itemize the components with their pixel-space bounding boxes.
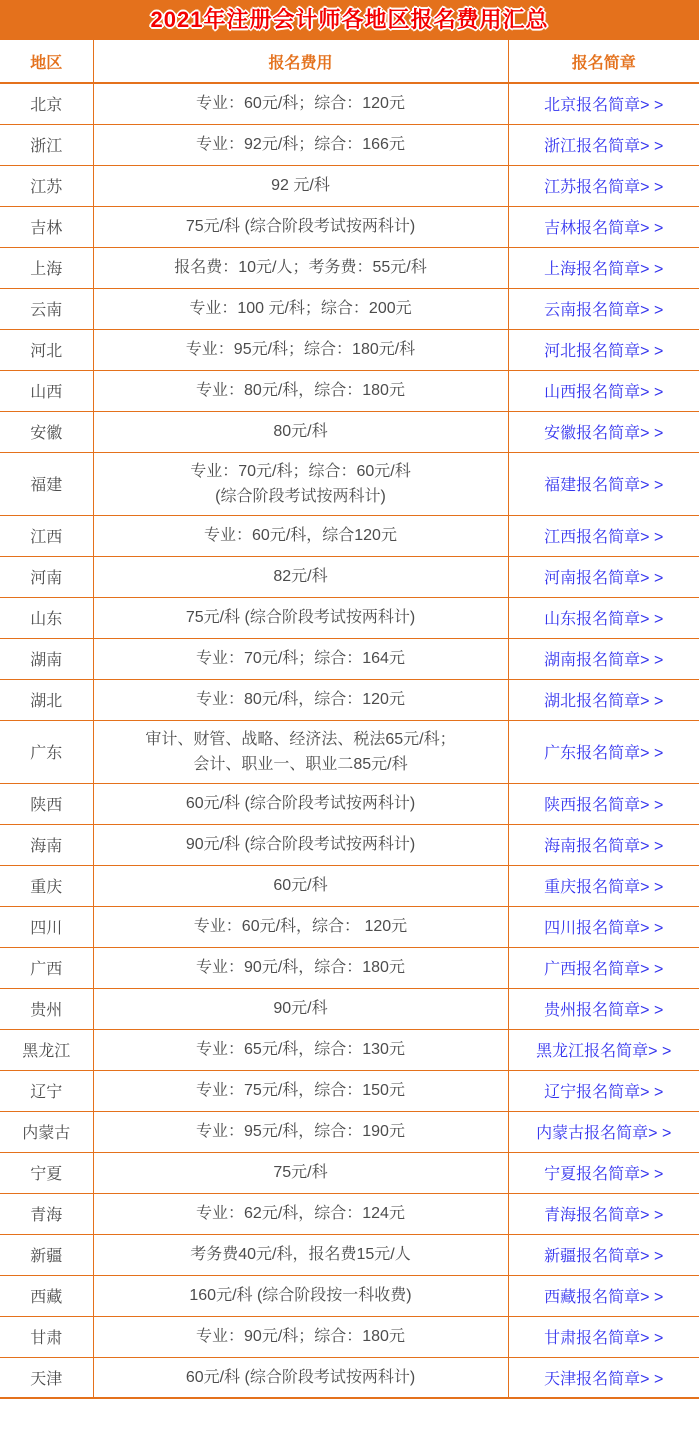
fee-cell (93, 288, 508, 329)
fee-cell (93, 1070, 508, 1111)
region-cell: 四川 (0, 906, 93, 947)
guide-link[interactable]: 吉林报名简章> > (544, 220, 664, 237)
table-row (0, 1275, 699, 1316)
table-row (0, 247, 699, 288)
fee-line: 专业：100 元/科；综合：200元 (189, 300, 412, 317)
fee-cell (93, 947, 508, 988)
region-cell: 吉林 (0, 206, 93, 247)
fee-cell (93, 679, 508, 720)
guide-link[interactable]: 重庆报名简章> > (544, 879, 664, 896)
guide-link[interactable]: 海南报名简章> > (544, 838, 664, 855)
fee-line: 160元/科 (综合阶段按一科收费) (189, 1287, 412, 1304)
table-row (0, 1111, 699, 1152)
guide-link-cell (508, 865, 699, 906)
region-cell: 山东 (0, 597, 93, 638)
fee-line: 90元/科 (综合阶段考试按两科计) (185, 836, 416, 853)
guide-link-cell (508, 824, 699, 865)
table-row (0, 1316, 699, 1357)
fee-line: 专业：65元/科，综合：130元 (196, 1041, 405, 1058)
header-row (0, 40, 699, 83)
table-row (0, 452, 699, 515)
fee-line: 专业：90元/科；综合：180元 (196, 1328, 405, 1345)
guide-link-cell (508, 515, 699, 556)
table-row (0, 1357, 699, 1398)
guide-link[interactable]: 广西报名简章> > (544, 961, 664, 978)
region-cell: 江苏 (0, 165, 93, 206)
region-cell: 海南 (0, 824, 93, 865)
fee-cell (93, 452, 508, 515)
guide-link[interactable]: 甘肃报名简章> > (544, 1330, 664, 1347)
guide-link[interactable]: 四川报名简章> > (544, 920, 664, 937)
guide-link-cell (508, 1357, 699, 1398)
fee-cell (93, 1193, 508, 1234)
region-cell: 陕西 (0, 783, 93, 824)
guide-link-cell (508, 124, 699, 165)
guide-link[interactable]: 山西报名简章> > (544, 384, 664, 401)
fee-cell (93, 865, 508, 906)
fee-line: 专业：70元/科；综合：60元/科 (190, 462, 411, 480)
fee-cell (93, 1029, 508, 1070)
fee-cell (93, 1357, 508, 1398)
fee-cell (93, 247, 508, 288)
fee-cell (93, 556, 508, 597)
fee-cell (93, 83, 508, 124)
table-row (0, 83, 699, 124)
guide-link[interactable]: 福建报名简章> > (544, 477, 664, 494)
fee-line: 75元/科 (综合阶段考试按两科计) (185, 609, 416, 626)
fee-cell (93, 206, 508, 247)
guide-link-cell (508, 783, 699, 824)
guide-link[interactable]: 安徽报名简章> > (544, 425, 664, 442)
region-cell: 黑龙江 (0, 1029, 93, 1070)
fee-cell (93, 906, 508, 947)
table-row (0, 515, 699, 556)
table-row (0, 865, 699, 906)
table-row (0, 1152, 699, 1193)
fee-line: 审计、财管、战略、经济法、税法65元/科； (145, 730, 456, 748)
fee-line: 专业：60元/科；综合：120元 (196, 95, 405, 113)
guide-link[interactable]: 湖南报名简章> > (544, 652, 664, 669)
table-row (0, 947, 699, 988)
fee-cell (93, 165, 508, 206)
region-cell: 宁夏 (0, 1152, 93, 1193)
table-row (0, 988, 699, 1029)
guide-link-cell (508, 1111, 699, 1152)
table-row (0, 124, 699, 165)
guide-link[interactable]: 青海报名简章> > (544, 1207, 664, 1224)
fee-line: 90元/科 (273, 1000, 328, 1017)
guide-link[interactable]: 上海报名简章> > (544, 261, 664, 278)
table-row (0, 783, 699, 824)
guide-link[interactable]: 辽宁报名简章> > (544, 1084, 664, 1101)
region-cell: 重庆 (0, 865, 93, 906)
fee-cell (93, 1111, 508, 1152)
fee-cell (93, 597, 508, 638)
fee-table-body (0, 83, 699, 1398)
guide-link[interactable]: 宁夏报名简章> > (544, 1166, 664, 1183)
region-cell: 贵州 (0, 988, 93, 1029)
guide-link-cell (508, 1234, 699, 1275)
guide-link[interactable]: 山东报名简章> > (544, 611, 664, 628)
guide-link-cell (508, 288, 699, 329)
guide-link-cell (508, 1193, 699, 1234)
guide-link-cell (508, 1275, 699, 1316)
fee-cell (93, 988, 508, 1029)
region-cell: 福建 (0, 452, 93, 515)
guide-link[interactable]: 广东报名简章> > (544, 745, 664, 762)
fee-line: (综合阶段考试按两科计) (215, 487, 386, 505)
table-row (0, 370, 699, 411)
table-row (0, 1234, 699, 1275)
guide-link[interactable]: 河北报名简章> > (544, 343, 664, 360)
guide-link-cell (508, 206, 699, 247)
fee-cell (93, 329, 508, 370)
fee-line: 60元/科 (综合阶段考试按两科计) (185, 795, 416, 812)
fee-line: 专业：62元/科，综合：124元 (196, 1205, 405, 1222)
fee-cell (93, 783, 508, 824)
fee-line: 专业：60元/科，综合120元 (204, 527, 397, 544)
region-cell: 上海 (0, 247, 93, 288)
guide-link-cell (508, 83, 699, 124)
guide-link[interactable]: 内蒙古报名简章> > (536, 1125, 672, 1142)
fee-line: 会计、职业一、职业二85元/科 (193, 755, 408, 773)
fee-table (0, 40, 699, 1399)
fee-line: 专业：60元/科，综合： 120元 (193, 918, 408, 935)
guide-link[interactable]: 江苏报名简章> > (544, 179, 664, 196)
fee-cell (93, 720, 508, 783)
fee-line: 专业：80元/科，综合：180元 (196, 382, 405, 399)
region-cell: 河北 (0, 329, 93, 370)
table-row (0, 1070, 699, 1111)
table-row (0, 597, 699, 638)
guide-link-cell (508, 556, 699, 597)
fee-cell (93, 411, 508, 452)
guide-link-cell (508, 329, 699, 370)
fee-line: 60元/科 (273, 877, 328, 894)
guide-link[interactable]: 河南报名简章> > (544, 570, 664, 587)
column-header-fee: 报名费用 (93, 40, 508, 83)
fee-cell (93, 370, 508, 411)
guide-link-cell (508, 638, 699, 679)
region-cell: 青海 (0, 1193, 93, 1234)
guide-link[interactable]: 贵州报名简章> > (544, 1002, 664, 1019)
guide-link[interactable]: 江西报名简章> > (544, 529, 664, 546)
guide-link-cell (508, 1152, 699, 1193)
fee-cell (93, 1234, 508, 1275)
guide-link[interactable]: 陕西报名简章> > (544, 797, 664, 814)
guide-link-cell (508, 679, 699, 720)
guide-link-cell (508, 1029, 699, 1070)
fee-line: 75元/科 (综合阶段考试按两科计) (185, 218, 416, 235)
guide-link-cell (508, 452, 699, 515)
fee-cell (93, 1316, 508, 1357)
guide-link-cell (508, 906, 699, 947)
table-row (0, 1029, 699, 1070)
fee-cell (93, 1152, 508, 1193)
region-cell: 新疆 (0, 1234, 93, 1275)
fee-line: 80元/科 (273, 423, 328, 440)
region-cell: 云南 (0, 288, 93, 329)
region-cell: 安徽 (0, 411, 93, 452)
guide-link-cell (508, 247, 699, 288)
fee-line: 专业：92元/科；综合：166元 (196, 136, 405, 153)
guide-link-cell (508, 720, 699, 783)
fee-line: 75元/科 (273, 1164, 328, 1181)
guide-link[interactable]: 西藏报名简章> > (544, 1289, 664, 1306)
table-row (0, 638, 699, 679)
guide-link-cell (508, 988, 699, 1029)
column-header-guide: 报名简章 (508, 40, 699, 83)
guide-link-cell (508, 411, 699, 452)
column-header-region: 地区 (0, 40, 93, 83)
table-row (0, 679, 699, 720)
guide-link-cell (508, 597, 699, 638)
region-cell: 内蒙古 (0, 1111, 93, 1152)
guide-link[interactable]: 云南报名简章> > (544, 302, 664, 319)
guide-link[interactable]: 黑龙江报名简章> > (536, 1043, 672, 1060)
region-cell: 江西 (0, 515, 93, 556)
fee-cell (93, 638, 508, 679)
guide-link[interactable]: 浙江报名简章> > (544, 138, 664, 155)
table-row (0, 411, 699, 452)
fee-line: 专业：95元/科，综合：190元 (196, 1123, 405, 1140)
region-cell: 北京 (0, 83, 93, 124)
fee-cell (93, 1275, 508, 1316)
guide-link[interactable]: 天津报名简章> > (544, 1370, 664, 1388)
fee-line: 专业：80元/科，综合：120元 (196, 691, 405, 708)
fee-cell (93, 124, 508, 165)
guide-link[interactable]: 新疆报名简章> > (544, 1248, 664, 1265)
guide-link-cell (508, 165, 699, 206)
region-cell: 西藏 (0, 1275, 93, 1316)
region-cell: 广东 (0, 720, 93, 783)
fee-line: 60元/科 (综合阶段考试按两科计) (185, 1368, 416, 1386)
guide-link-cell (508, 370, 699, 411)
fee-line: 专业：70元/科；综合：164元 (196, 650, 405, 667)
region-cell: 河南 (0, 556, 93, 597)
guide-link-cell (508, 947, 699, 988)
region-cell: 甘肃 (0, 1316, 93, 1357)
region-cell: 湖北 (0, 679, 93, 720)
table-row (0, 329, 699, 370)
fee-line: 82元/科 (273, 568, 328, 585)
region-cell: 广西 (0, 947, 93, 988)
guide-link-cell (508, 1316, 699, 1357)
table-row (0, 165, 699, 206)
table-row (0, 824, 699, 865)
guide-link[interactable]: 湖北报名简章> > (544, 693, 664, 710)
fee-line: 专业：75元/科，综合：150元 (196, 1082, 405, 1099)
guide-link-cell (508, 1070, 699, 1111)
page-title: 2021年注册会计师各地区报名费用汇总 (0, 0, 699, 40)
table-row (0, 206, 699, 247)
table-row (0, 906, 699, 947)
region-cell: 辽宁 (0, 1070, 93, 1111)
fee-line: 专业：95元/科；综合：180元/科 (185, 341, 416, 358)
fee-cell (93, 515, 508, 556)
region-cell: 天津 (0, 1357, 93, 1398)
region-cell: 浙江 (0, 124, 93, 165)
region-cell: 湖南 (0, 638, 93, 679)
table-row (0, 720, 699, 783)
fee-line: 专业：90元/科，综合：180元 (196, 959, 405, 976)
table-row (0, 556, 699, 597)
region-cell: 山西 (0, 370, 93, 411)
fee-cell (93, 824, 508, 865)
fee-line: 考务费40元/科，报名费15元/人 (190, 1246, 411, 1263)
table-row (0, 288, 699, 329)
fee-line: 92 元/科 (271, 177, 330, 194)
table-row (0, 1193, 699, 1234)
guide-link[interactable]: 北京报名简章> > (544, 97, 664, 115)
fee-line: 报名费：10元/人；考务费：55元/科 (174, 259, 427, 276)
